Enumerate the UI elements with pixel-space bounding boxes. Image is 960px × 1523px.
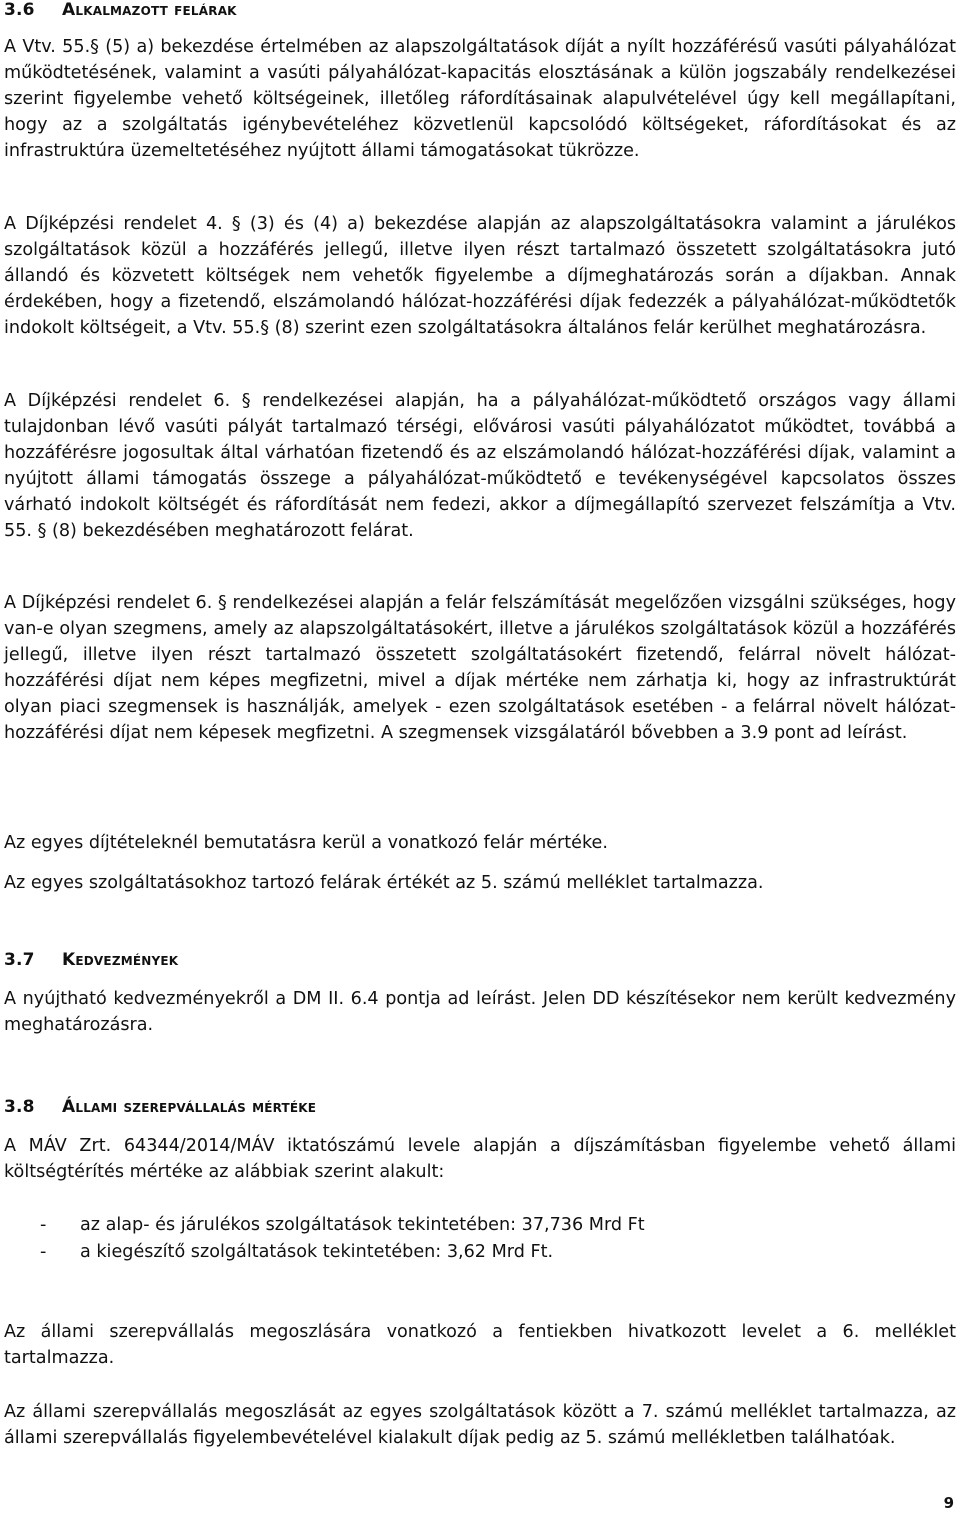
paragraph-dijkepzesi-6-a: A Díjképzési rendelet 6. § rendelkezései alapján, ha a pályahálózat-működtető országos vagy állami tulajdonban lévő vasúti pályát tartalmazó térségi, elővárosi vasúti pályahálózatot működtet, továbbá a hozzáférésre jogosultak által várhatóan fizetendő és az elszámolandó hálózat-hozzáférési díjak, valamint a nyújtott állami támogatás összege a pályahálózat-működtető e tevékenységével kapcsolatos összes várható indokolt költségét és ráfordítását nem fedezi, akkor a díjmegállapító szervezet felszámítja a Vtv. 55. § (8) bekezdésében meghatározott felárat. (4, 391, 956, 541)
list-dash: - (40, 1242, 47, 1262)
section-title: Kedvezmények (62, 950, 179, 970)
page-number: 9 (943, 1494, 954, 1512)
paragraph-megoszlas-6: Az állami szerepvállalás megoszlására vonatkozó a fentiekben hivatkozott levelet a 6. melléklet tartalmazza. (4, 1322, 956, 1368)
list-item-text: az alap- és járulékos szolgáltatások tekintetében: 37,736 Mrd Ft (80, 1215, 645, 1235)
section-number: 3.7 (4, 950, 35, 970)
state-support-list (40, 1212, 940, 1266)
section-heading-3-6 (4, 0, 237, 20)
paragraph-dijkepzesi-6-b: A Díjképzési rendelet 6. § rendelkezései alapján a felár felszámítását megelőzően vizsgálni szükséges, hogy van-e olyan szegmens, amely az alapszolgáltatásokért, illetve a járulékos szolgáltatások közül a hozzáférés jellegű, illetve ilyen részt tartalmazó összetett szolgáltatásokért fizetendő, felárral növelt hálózat-hozzáférési díjat nem képes megfizetni, mivel a díjak mértéke nem zárhatja ki, hogy az infrastruktúrát olyan piaci szegmensek is használják, amelyek - ezen szolgáltatások esetében - a felárral növelt hálózat-hozzáférési díjat nem képesek megfizetni. A szegmensek vizsgálatáról bővebben a 3.9 pont ad leírást. (4, 593, 956, 743)
paragraph-mav-level: A MÁV Zrt. 64344/2014/MÁV iktatószámú levele alapján a díjszámításban figyelembe vehető állami költségtérítés mértéke az alábbiak szerint alakult: (4, 1136, 956, 1182)
section-heading-3-7 (4, 950, 178, 970)
list-item-text: a kiegészítő szolgáltatások tekintetében: 3,62 Mrd Ft. (80, 1242, 554, 1262)
section-title: Alkalmazott felárak (62, 0, 237, 20)
paragraph-felarak-melleklet: Az egyes szolgáltatásokhoz tartozó felárak értékét az 5. számú melléklet tartalmazza. (4, 873, 764, 893)
list-item (40, 1212, 940, 1239)
list-item (40, 1239, 940, 1266)
paragraph-dijkepzesi-4: A Díjképzési rendelet 4. § (3) és (4) a) bekezdése alapján az alapszolgáltatásokra valamint a járulékos szolgáltatások közül a hozzáférés jellegű, illetve ilyen részt tartalmazó összetett szolgáltatásokra jutó állandó és közvetett költségek nem vehetők figyelembe a díjmeghatározás során a díjakban. Annak érdekében, hogy a fizetendő, elszámolandó hálózat-hozzáférési díjak fedezzék a pályahálózat-működtetők indokolt költségeit, a Vtv. 55.§ (8) szerint ezen szolgáltatásokra általános felár kerülhet meghatározásra. (4, 214, 956, 338)
section-title: Állami szerepvállalás mértéke (62, 1097, 317, 1117)
section-number: 3.6 (4, 0, 35, 20)
paragraph-dijtetelek: Az egyes díjtételeknél bemutatásra kerül a vonatkozó felár mértéke. (4, 833, 608, 853)
paragraph-vtv-55-5: A Vtv. 55.§ (5) a) bekezdése értelmében az alapszolgáltatások díját a nyílt hozzáférésű vasúti pályahálózat működtetésének, valamint a vasúti pályahálózat-kapacitás elosztásának a külön jogszabály rendelkezései szerint figyelembe vehető költségeinek, illetőleg ráfordításainak alapulvételével úgy kell megállapítani, hogy az a szolgáltatás igénybevételéhez közvetlenül kapcsolódó költségeket, ráfordításokat és az infrastruktúra üzemeltetéséhez nyújtott állami támogatásokat tükrözze. (4, 37, 956, 161)
paragraph-kedvezmenyek: A nyújtható kedvezményekről a DM II. 6.4 pontja ad leírást. Jelen DD készítésekor nem került kedvezmény meghatározásra. (4, 989, 956, 1035)
section-heading-3-8 (4, 1097, 316, 1117)
section-number: 3.8 (4, 1097, 35, 1117)
list-dash: - (40, 1215, 47, 1235)
paragraph-megoszlas-7: Az állami szerepvállalás megoszlását az egyes szolgáltatások között a 7. számú melléklet tartalmazza, az állami szerepvállalás figyelembevételével kialakult díjak pedig az 5. számú mellékletben találhatóak. (4, 1402, 956, 1448)
